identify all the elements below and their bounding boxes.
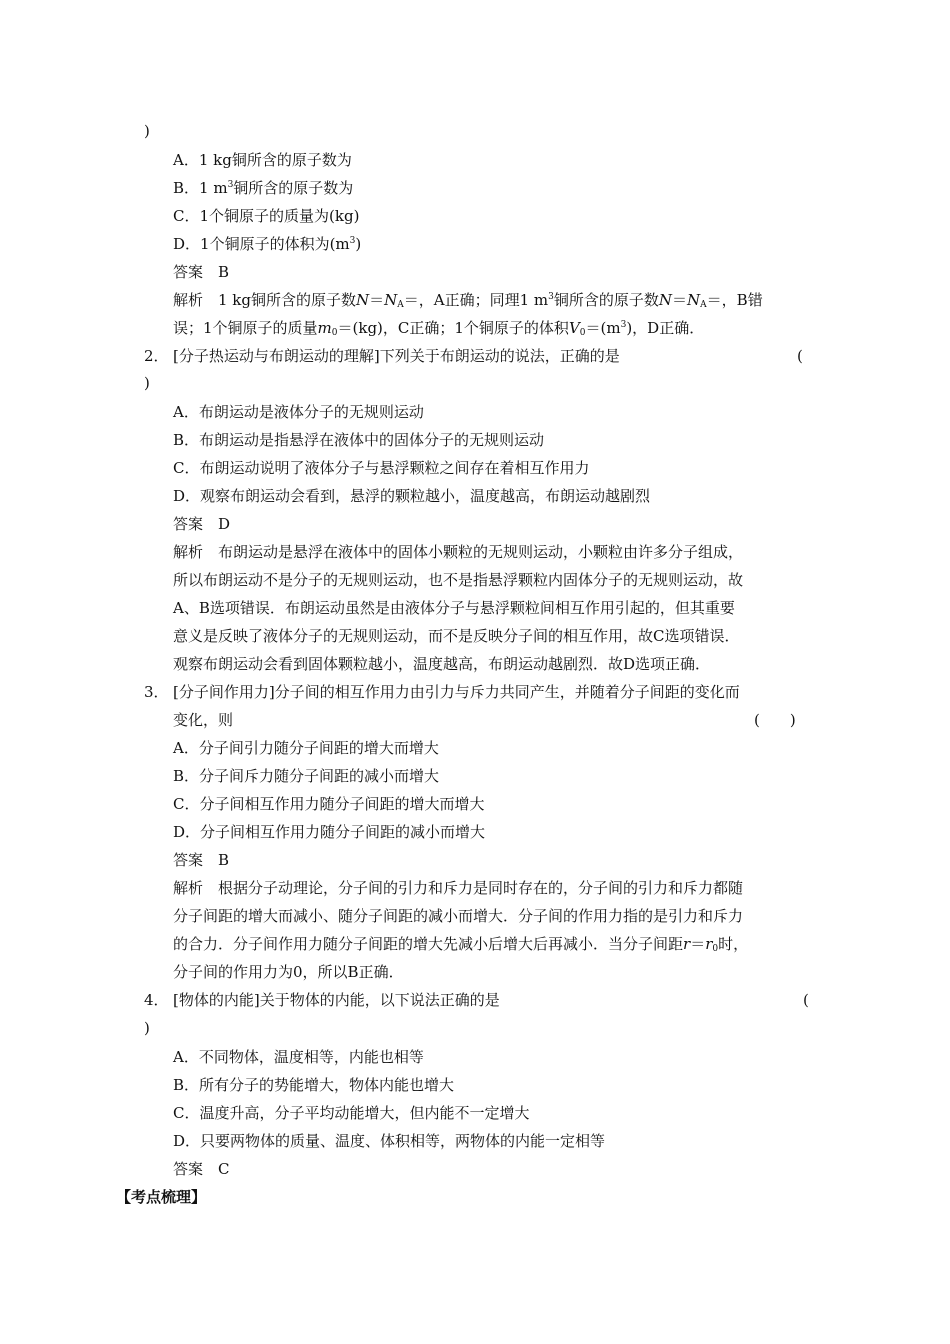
q2-explanation-line-3: A、B选项错误．布朗运动虽然是由液体分子与悬浮颗粒间相互作用引起的，但其重要 — [173, 599, 735, 617]
q1-option-c: C．1个铜原子的质量为(kg) — [173, 207, 360, 225]
q4-option-a: A．不同物体，温度相等，内能也相等 — [173, 1048, 424, 1066]
q2-option-b: B．布朗运动是指悬浮在液体中的固体分子的无规则运动 — [173, 431, 545, 449]
q1-option-b: B．1 $m^3$铜所含的原子数为 — [173, 179, 354, 197]
q2-explanation-line-1: 解析 布朗运动是悬浮在液体中的固体小颗粒的无规则运动，小颗粒由许多分子组成， — [173, 543, 744, 561]
q3-option-b: B．分子间斥力随分子间距的减小而增大 — [173, 767, 440, 785]
q2-paren-open: ( — [797, 347, 803, 365]
q4-answer: 答案 C — [173, 1160, 230, 1178]
q1-option-a: A．1 kg铜所含的原子数为 — [173, 151, 352, 169]
q2-explanation-line-5: 观察布朗运动会看到固体颗粒越小，温度越高，布朗运动越剧烈．故D选项正确． — [173, 655, 711, 673]
q2-paren-close: ) — [144, 374, 150, 392]
q2-option-c: C．布朗运动说明了液体分子与悬浮颗粒之间存在着相互作用力 — [173, 459, 590, 477]
q3-number: 3． — [144, 683, 169, 701]
q3-option-c: C．分子间相互作用力随分子间距的增大而增大 — [173, 795, 485, 813]
q2-answer: 答案 D — [173, 515, 231, 533]
q3-explanation-line-2: 分子间距的增大而减小、随分子间距的减小而增大．分子间的作用力指的是引力和斥力 — [173, 907, 744, 925]
q4-paren-close: ) — [144, 1019, 150, 1037]
q1-explanation-line-2: 误；1个铜原子的质量$m_0=(kg)$，C正确；1个铜原子的体积$V_0=(m^3)$，D正确． — [173, 319, 705, 338]
q3-answer: 答案 B — [173, 851, 230, 869]
q3-explanation-line-1: 解析 根据分子动理论，分子间的引力和斥力是同时存在的，分子间的引力和斥力都随 — [173, 879, 744, 897]
q3-stem-line-1: [分子间作用力]分子间的相互作用力由引力与斥力共同产生，并随着分子间距的变化而 — [173, 683, 740, 701]
q2-option-d: D．观察布朗运动会看到，悬浮的颗粒越小，温度越高，布朗运动越剧烈 — [173, 487, 651, 505]
q3-option-a: A．分子间引力随分子间距的增大而增大 — [173, 739, 439, 757]
q4-number: 4． — [144, 991, 169, 1009]
section-heading: 【考点梳理】 — [116, 1188, 207, 1206]
q3-explanation-line-3: 的合力．分子间作用力随分子间距的增大先减小后增大后再减小．当分子间距$r=r_0$时， — [173, 935, 749, 954]
q1-answer: 答案 B — [173, 263, 230, 281]
q2-stem: [分子热运动与布朗运动的理解]下列关于布朗运动的说法，正确的是 — [173, 347, 620, 365]
q1-paren-close: ) — [144, 122, 150, 140]
q1-explanation-line-1: 解析 1 kg铜所含的原子数$N=N_A=$，A正确；同理1 $m^3$铜所含的原子数$N=N_A=$，B错 — [173, 291, 763, 310]
q2-option-a: A．布朗运动是液体分子的无规则运动 — [173, 403, 424, 421]
q2-explanation-line-4: 意义是反映了液体分子的无规则运动，而不是反映分子间的相互作用，故C选项错误． — [173, 627, 740, 645]
q3-explanation-line-4: 分子间的作用力为0，所以B正确． — [173, 963, 404, 981]
q3-stem-line-2: 变化，则 — [173, 711, 234, 729]
q2-explanation-line-2: 所以布朗运动不是分子的无规则运动，也不是指悬浮颗粒内固体分子的无规则运动，故 — [173, 571, 744, 589]
q4-option-b: B．所有分子的势能增大，物体内能也增大 — [173, 1076, 455, 1094]
q4-paren-open: ( — [803, 991, 809, 1009]
q3-option-d: D．分子间相互作用力随分子间距的减小而增大 — [173, 823, 486, 841]
q2-number: 2． — [144, 347, 169, 365]
q4-option-d: D．只要两物体的质量、温度、体积相等，两物体的内能一定相等 — [173, 1132, 606, 1150]
q4-option-c: C．温度升高，分子平均动能增大，但内能不一定增大 — [173, 1104, 530, 1122]
q4-stem: [物体的内能]关于物体的内能，以下说法正确的是 — [173, 991, 500, 1009]
q1-option-d: D．1个铜原子的体积为$(m^3)$ — [173, 235, 362, 253]
q3-paren: ( ) — [754, 711, 796, 729]
